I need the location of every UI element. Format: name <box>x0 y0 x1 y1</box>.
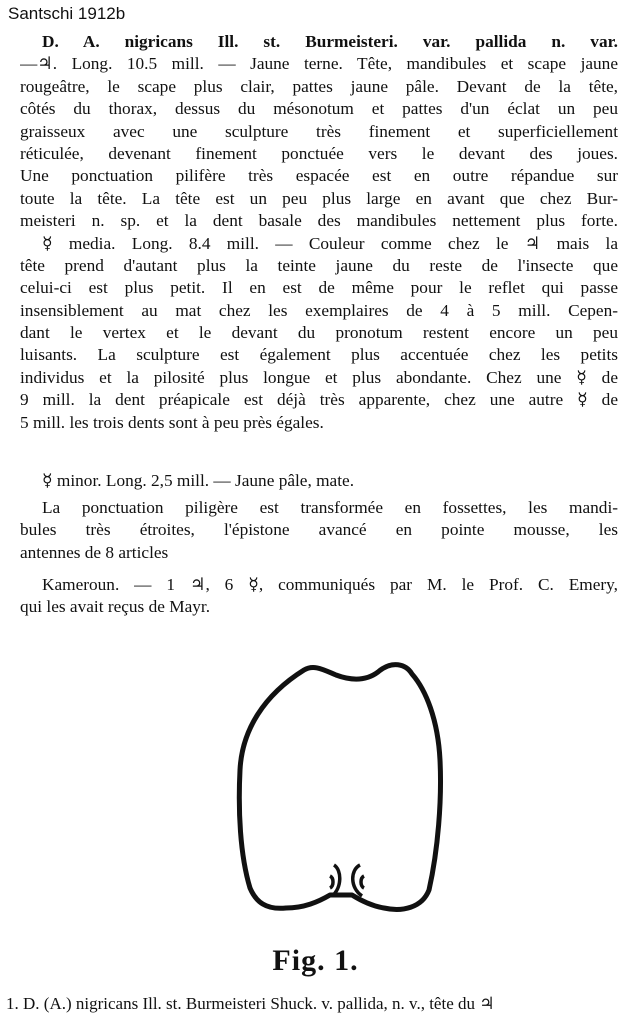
text-line: —♃. Long. 10.5 mill. — Jaune terne. Tête, mandibules et scape jaune <box>20 54 618 74</box>
text-line: bules très étroites, l'épistone avancé en pointe mousse, les <box>20 520 618 540</box>
figure-caption: 1. D. (A.) nigricans Ill. st. Burmeisteri Shuck. v. pallida, n. v., tête du ♃ <box>6 994 495 1013</box>
text-line: Une ponctuation pilifère très espacée est en outre répandue sur <box>20 166 618 186</box>
text-line: ☿ media. Long. 8.4 mill. — Couleur comme chez le ♃ mais la <box>42 233 618 253</box>
text-line: individus et la pilosité plus longue et plus abondante. Chez une ☿ de <box>20 367 618 387</box>
sculpture-paragraph <box>20 497 618 564</box>
figure-label: Fig. 1. <box>272 944 359 977</box>
right-antennal-socket <box>353 865 364 896</box>
text-line: Kameroun. — 1 ♃, 6 ☿, communiqués par M. le Prof. C. Emery, <box>42 575 618 594</box>
locality-paragraph <box>20 574 618 619</box>
text-line: meisteri n. sp. et la dent basale des mandibules nettement plus forte. <box>20 211 618 231</box>
text-line: La ponctuation piligère est transformée en fossettes, les mandi- <box>42 498 618 517</box>
text-line: rougeâtre, le scape plus clair, pattes jaune pâle. Devant de la tête, <box>20 76 618 96</box>
text-line: graisseux avec une sculpture très finement et superficiellement <box>20 121 618 141</box>
text-line: tête prend d'autant plus la teinte jaune du reste de l'insecte que <box>20 255 618 275</box>
text-line: 5 mill. les trois dents sont à peu près égales. <box>20 412 324 432</box>
text-line: luisants. La sculpture est également plus accentuée chez les petits <box>20 345 618 365</box>
text-line: côtés du thorax, dessus du mésonotum et pattes d'un éclat un peu <box>20 99 618 119</box>
text-line: insensiblement au mat chez les exemplaires de 4 à 5 mill. Cepen- <box>20 300 618 320</box>
text-line: ☿ minor. Long. 2,5 mill. — Jaune pâle, mate. <box>42 471 355 490</box>
text-line: toute la tête. La tête est un peu plus large en avant que chez Bur- <box>20 188 618 208</box>
description-paragraph <box>20 31 618 434</box>
text-line: 9 mill. la dent préapicale est déjà très apparente, chez une autre ☿ de <box>20 390 618 410</box>
text-line: D. A. nigricans Ill. st. Burmeisteri. var. pallida n. var. <box>42 32 618 51</box>
head-outline-figure <box>234 650 444 920</box>
text-line: qui les avait reçus de Mayr. <box>20 597 211 617</box>
text-line: dant le vertex et le devant du pronotum restent encore un peu <box>20 323 618 343</box>
left-antennal-socket <box>330 865 340 896</box>
text-line: celui-ci est plus petit. Il en est de même pour le reflet qui passe <box>20 278 618 298</box>
text-line: réticulée, devenant finement ponctuée vers le devant des joues. <box>20 143 618 163</box>
minor-worker-paragraph <box>20 470 618 492</box>
text-line: antennes de 8 articles <box>20 542 169 562</box>
source-label: Santschi 1912b <box>8 4 126 23</box>
